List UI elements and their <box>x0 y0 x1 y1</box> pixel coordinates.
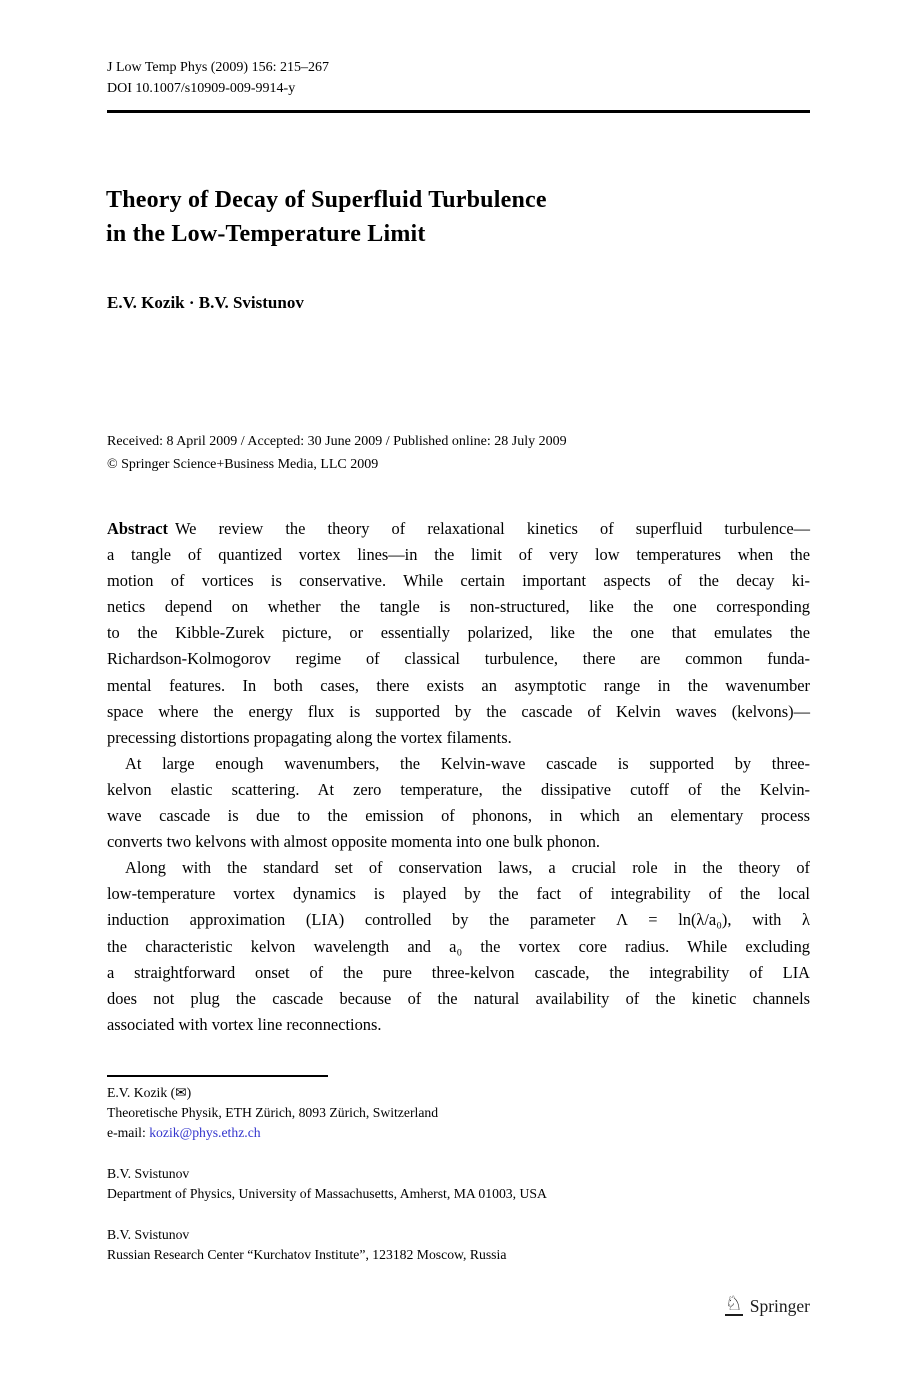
publisher-name: Springer <box>749 1295 810 1316</box>
abstract-section <box>107 516 810 1038</box>
abstract-line: netics depend on whether the tangle is non-structured, like the one corresponding <box>107 597 810 617</box>
abstract-line: converts two kelvons with almost opposite momenta into one bulk phonon. <box>107 832 601 852</box>
abstract-line: Along with the standard set of conservation laws, a crucial role in the theory of <box>125 858 810 878</box>
footnote-email-line <box>107 1123 547 1143</box>
footnotes-section <box>107 1083 547 1265</box>
abstract-line: wave cascade is due to the emission of phonons, in which an elementary process <box>107 806 810 826</box>
corresponding-author-envelope-icon: (✉) <box>170 1085 192 1100</box>
footnote-author-line <box>107 1083 547 1103</box>
abstract-line: mental features. In both cases, there exists an asymptotic range in the wavenumber <box>107 675 810 695</box>
footnote-affiliation: Department of Physics, University of Massachusetts, Amherst, MA 01003, USA <box>107 1186 547 1201</box>
footnote-author-umass <box>107 1164 547 1204</box>
abstract-text: We review the theory of relaxational kinetics of superfluid turbulence— <box>175 519 810 538</box>
footnote-author-kurchatov <box>107 1225 547 1265</box>
abstract-line: low-temperature vortex dynamics is played by the fact of integrability of the local <box>107 884 810 904</box>
abstract-line: associated with vortex line reconnections. <box>107 1014 382 1034</box>
springer-logo <box>725 1293 810 1316</box>
abstract-line: the characteristic kelvon wavelength and a₀ the vortex core radius. While excluding <box>107 936 810 956</box>
email-link[interactable]: kozik@phys.ethz.ch <box>149 1125 261 1140</box>
abstract-line: kelvon elastic scattering. At zero temperature, the dissipative cutoff of the Kelvin- <box>107 779 810 799</box>
abstract-label: Abstract <box>107 519 168 538</box>
publication-history <box>107 431 567 476</box>
abstract-line: a tangle of quantized vortex lines—in the limit of very low temperatures when the <box>107 545 810 565</box>
journal-citation: J Low Temp Phys (2009) 156: 215–267 <box>107 60 329 75</box>
footnote-rule <box>107 1075 328 1077</box>
abstract-line <box>107 516 810 542</box>
abstract-line: a straightforward onset of the pure three-kelvon cascade, the integrability of LIA <box>107 962 810 982</box>
email-label: e-mail: <box>107 1125 150 1140</box>
abstract-line: to the Kibble-Zurek picture, or essentially polarized, like the one that emulates the <box>107 623 810 643</box>
footnote-affiliation: Russian Research Center “Kurchatov Institute”, 123182 Moscow, Russia <box>107 1247 507 1262</box>
copyright-line: © Springer Science+Business Media, LLC 2009 <box>107 456 379 472</box>
author-names: E.V. Kozik · B.V. Svistunov <box>107 293 304 312</box>
received-accepted-line: Received: 8 April 2009 / Accepted: 30 June 2009 / Published online: 28 July 2009 <box>107 434 567 449</box>
article-title-line2: in the Low-Temperature Limit <box>106 221 426 247</box>
abstract-line: precessing distortions propagating along the vortex filaments. <box>107 727 512 747</box>
journal-doi: DOI 10.1007/s10909-009-9914-y <box>107 81 296 96</box>
abstract-line: does not plug the cascade because of the natural availability of the kinetic channels <box>107 988 810 1008</box>
article-title <box>106 183 547 251</box>
springer-knight-icon: ♘ <box>724 1291 743 1315</box>
abstract-line: space where the energy flux is supported by the cascade of Kelvin waves (kelvons)— <box>107 701 810 721</box>
abstract-line: motion of vortices is conservative. While certain important aspects of the decay ki- <box>107 571 810 591</box>
abstract-line: Richardson-Kolmogorov regime of classical turbulence, there are common funda- <box>107 649 810 669</box>
header-rule <box>107 110 810 113</box>
abstract-line: induction approximation (LIA) controlled by the parameter Λ = ln(λ/a₀), with λ <box>107 910 810 930</box>
footnote-corresponding-author <box>107 1083 547 1143</box>
footnote-affiliation: Theoretische Physik, ETH Zürich, 8093 Zürich, Switzerland <box>107 1105 439 1120</box>
footnote-author-name: B.V. Svistunov <box>107 1166 190 1181</box>
article-title-line1: Theory of Decay of Superfluid Turbulence <box>106 187 547 213</box>
journal-header <box>107 57 329 99</box>
footnote-author-name: B.V. Svistunov <box>107 1227 190 1242</box>
abstract-line: At large enough wavenumbers, the Kelvin-wave cascade is supported by three- <box>125 753 810 773</box>
footnote-author-name: E.V. Kozik <box>107 1085 168 1100</box>
